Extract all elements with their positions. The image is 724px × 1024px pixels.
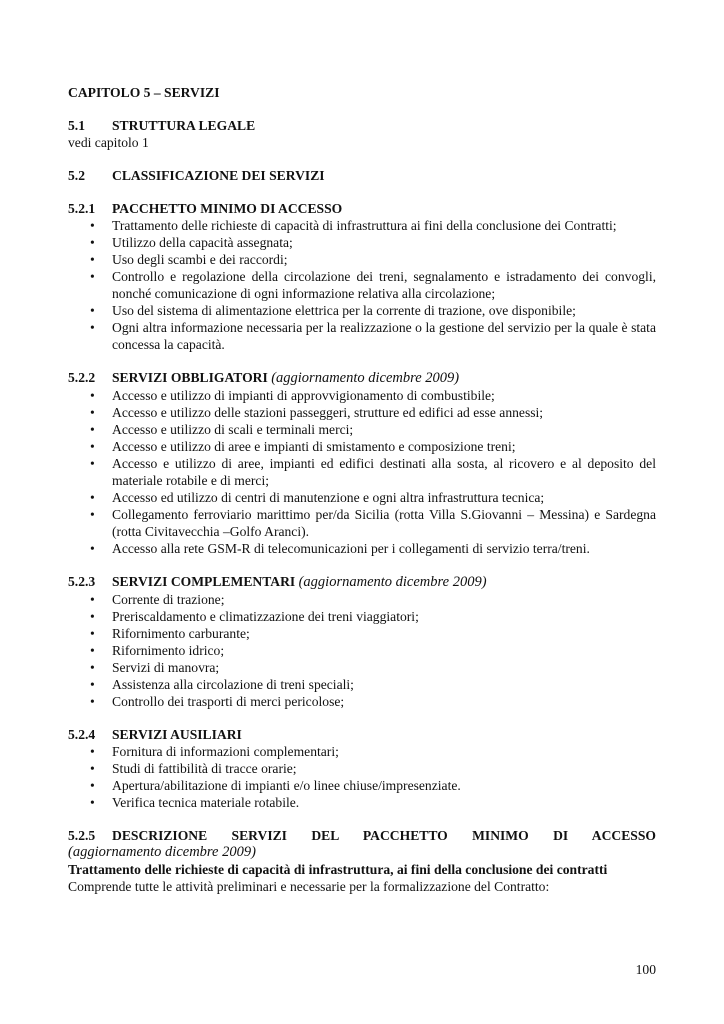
- section-5-2-3: [68, 573, 656, 710]
- section-text: vedi capitolo 1: [68, 135, 149, 150]
- bullet-icon: •: [90, 490, 95, 505]
- bullet-icon: •: [90, 795, 95, 810]
- page-content: [68, 84, 656, 895]
- section-heading: [68, 369, 656, 387]
- list-item-text: Uso del sistema di alimentazione elettrica per la corrente di trazione, ove disponibile;: [112, 303, 576, 318]
- list-item-text: Servizi di manovra;: [112, 660, 220, 675]
- list-item: [68, 455, 656, 489]
- section-title: SERVIZI COMPLEMENTARI: [112, 574, 296, 589]
- bullet-icon: •: [90, 218, 95, 233]
- list-item: [68, 625, 656, 642]
- list-item-text: Trattamento delle richieste di capacità di infrastruttura ai fini della conclusione dei Contratti;: [112, 218, 617, 233]
- list-item: [68, 591, 656, 608]
- list-item-text: Accesso e utilizzo di aree, impianti ed edifici destinati alla sosta, al ricovero e al deposito del materiale rotabile e di merci;: [112, 456, 656, 488]
- bullet-list: [68, 387, 656, 557]
- list-item-text: Preriscaldamento e climatizzazione dei treni viaggiatori;: [112, 609, 419, 624]
- bullet-icon: •: [90, 660, 95, 675]
- section-heading: [68, 573, 656, 591]
- list-item: [68, 676, 656, 693]
- list-item: [68, 608, 656, 625]
- bullet-icon: •: [90, 507, 95, 522]
- list-item: [68, 438, 656, 455]
- bullet-list: [68, 217, 656, 353]
- bullet-icon: •: [90, 744, 95, 759]
- list-item: [68, 268, 656, 302]
- list-item-text: Accesso e utilizzo delle stazioni passeggeri, strutture ed edifici ad esse annessi;: [112, 405, 544, 420]
- list-item: [68, 489, 656, 506]
- list-item: [68, 642, 656, 659]
- section-title: SERVIZI AUSILIARI: [112, 727, 242, 742]
- list-item-text: Studi di fattibilità di tracce orarie;: [112, 761, 297, 776]
- list-item-text: Collegamento ferroviario marittimo per/da Sicilia (rotta Villa S.Giovanni – Messina) e Sardegna (rotta Civitavecchia –Golfo Aranci).: [112, 507, 656, 539]
- section-heading: [68, 200, 656, 217]
- section-5-2-1: [68, 200, 656, 353]
- bullet-icon: •: [90, 303, 95, 318]
- section-heading: [68, 726, 656, 743]
- list-item: [68, 777, 656, 794]
- bullet-icon: •: [90, 252, 95, 267]
- list-item: [68, 251, 656, 268]
- subheading: Trattamento delle richieste di capacità di infrastruttura, ai fini della conclusione dei contratti: [68, 862, 608, 877]
- bullet-icon: •: [90, 694, 95, 709]
- list-item: [68, 302, 656, 319]
- list-item: [68, 421, 656, 438]
- section-title: STRUTTURA LEGALE: [112, 118, 256, 133]
- list-item-text: Controllo e regolazione della circolazione dei treni, segnalamento e istradamento dei convogli, nonché comunicazione di ogni informazione relativa alla circolazione;: [112, 269, 656, 301]
- section-number: 5.2.3: [68, 574, 96, 589]
- list-item-text: Accesso e utilizzo di impianti di approvvigionamento di combustibile;: [112, 388, 495, 403]
- bullet-icon: •: [90, 541, 95, 556]
- bullet-icon: •: [90, 592, 95, 607]
- bullet-list: [68, 743, 656, 811]
- bullet-icon: •: [90, 778, 95, 793]
- update-note: (aggiornamento dicembre 2009): [68, 844, 256, 860]
- page-number: 100: [635, 962, 656, 977]
- list-item-text: Assistenza alla circolazione di treni speciali;: [112, 677, 354, 692]
- list-item-text: Rifornimento carburante;: [112, 626, 250, 641]
- list-item-text: Controllo dei trasporti di merci pericolose;: [112, 694, 345, 709]
- list-item: [68, 794, 656, 811]
- list-item: [68, 743, 656, 760]
- bullet-icon: •: [90, 269, 95, 284]
- bullet-icon: •: [90, 388, 95, 403]
- bullet-icon: •: [90, 677, 95, 692]
- section-heading: [68, 167, 656, 184]
- update-note: (aggiornamento dicembre 2009): [298, 574, 487, 590]
- section-number: 5.2.5: [68, 828, 96, 843]
- list-item-text: Apertura/abilitazione di impianti e/o linee chiuse/impresenziate.: [112, 778, 461, 793]
- section-5-2-5: [68, 827, 656, 895]
- list-item: [68, 217, 656, 234]
- chapter-title: CAPITOLO 5 – SERVIZI: [68, 85, 220, 100]
- list-item-text: Fornitura di informazioni complementari;: [112, 744, 339, 759]
- bullet-icon: •: [90, 456, 95, 471]
- section-number: 5.2.2: [68, 370, 96, 385]
- list-item-text: Utilizzo della capacità assegnata;: [112, 235, 293, 250]
- list-item: [68, 540, 656, 557]
- list-item-text: Verifica tecnica materiale rotabile.: [112, 795, 300, 810]
- section-heading: [68, 827, 656, 844]
- list-item-text: Accesso e utilizzo di scali e terminali merci;: [112, 422, 354, 437]
- bullet-icon: •: [90, 761, 95, 776]
- section-text: Comprende tutte le attività preliminari e necessarie per la formalizzazione del Contratto:: [68, 879, 550, 894]
- bullet-icon: •: [90, 439, 95, 454]
- bullet-icon: •: [90, 235, 95, 250]
- section-title: DESCRIZIONE SERVIZI DEL PACCHETTO MINIMO DI ACCESSO: [112, 828, 656, 843]
- list-item: [68, 387, 656, 404]
- bullet-icon: •: [90, 320, 95, 335]
- section-5-1: [68, 117, 656, 151]
- section-5-2: [68, 167, 656, 184]
- bullet-icon: •: [90, 609, 95, 624]
- list-item: [68, 760, 656, 777]
- section-title: PACCHETTO MINIMO DI ACCESSO: [112, 201, 343, 216]
- update-note: (aggiornamento dicembre 2009): [271, 370, 460, 386]
- list-item-text: Accesso ed utilizzo di centri di manutenzione e ogni altra infrastruttura tecnica;: [112, 490, 545, 505]
- list-item: [68, 693, 656, 710]
- list-item-text: Uso degli scambi e dei raccordi;: [112, 252, 288, 267]
- bullet-icon: •: [90, 643, 95, 658]
- list-item: [68, 319, 656, 353]
- section-heading: [68, 117, 656, 134]
- list-item-text: Ogni altra informazione necessaria per la realizzazione o la gestione del servizio per la quale è stata concessa la capacità.: [112, 320, 656, 352]
- bullet-icon: •: [90, 405, 95, 420]
- list-item-text: Rifornimento idrico;: [112, 643, 225, 658]
- section-5-2-2: [68, 369, 656, 557]
- list-item: [68, 404, 656, 421]
- bullet-icon: •: [90, 422, 95, 437]
- bullet-icon: •: [90, 626, 95, 641]
- bullet-list: [68, 591, 656, 710]
- section-5-2-4: [68, 726, 656, 811]
- list-item-text: Accesso alla rete GSM-R di telecomunicazioni per i collegamenti di servizio terra/treni.: [112, 541, 590, 556]
- list-item-text: Accesso e utilizzo di aree e impianti di smistamento e composizione treni;: [112, 439, 516, 454]
- list-item: [68, 234, 656, 251]
- list-item: [68, 506, 656, 540]
- section-title: SERVIZI OBBLIGATORI: [112, 370, 268, 385]
- section-number: 5.2: [68, 168, 85, 183]
- section-title: CLASSIFICAZIONE DEI SERVIZI: [112, 168, 325, 183]
- section-number: 5.2.4: [68, 727, 96, 742]
- list-item: [68, 659, 656, 676]
- section-number: 5.2.1: [68, 201, 96, 216]
- section-number: 5.1: [68, 118, 85, 133]
- list-item-text: Corrente di trazione;: [112, 592, 225, 607]
